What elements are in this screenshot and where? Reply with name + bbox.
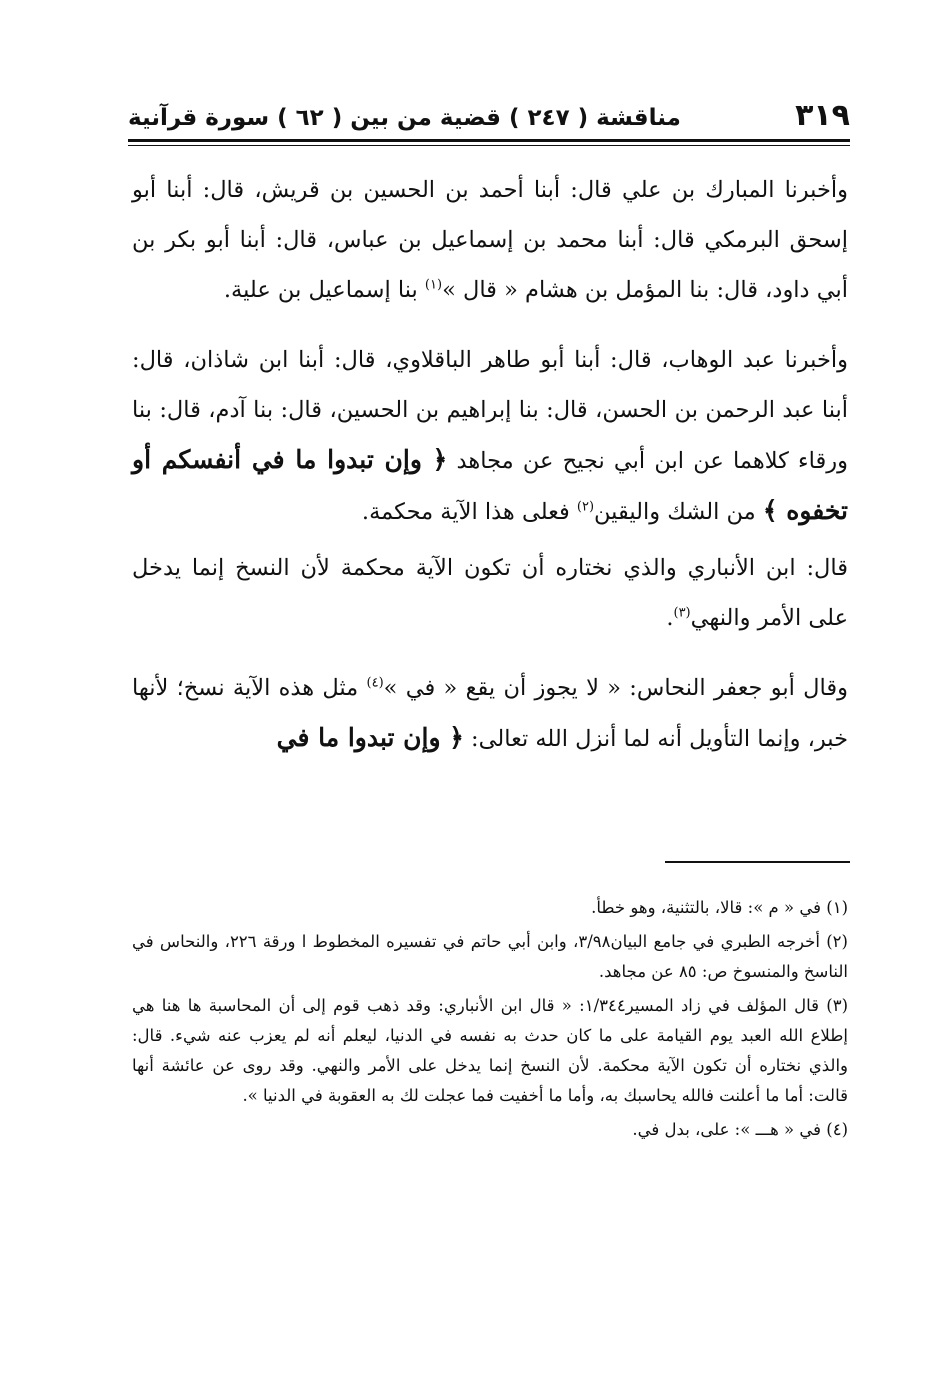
paragraph-4-text-b: مثل هذه الآية نسخ؛ لأنها خبر، وإنما التأويل أنه لما أنزل الله تعالى: xyxy=(132,675,848,752)
paragraph-1 xyxy=(132,165,848,315)
footnote-2: (٢) أخرجه الطبري في جامع البيان٣/٩٨، وابن أبي حاتم في تفسيره المخطوط ا ورقة ٢٢٦، والنحاس في الناسخ والمنسوخ ص: ٨٥ عن مجاهد. xyxy=(132,932,848,981)
paragraph-2-text-c: فعلى هذا الآية محكمة. xyxy=(361,499,577,525)
paragraph-2 xyxy=(132,335,848,537)
paragraph-3-end: . xyxy=(666,605,674,631)
footnote-ref-2: (٢) xyxy=(576,499,595,515)
quran-verse: ﴿ وإن تبدوا ما في أنفسكم أو تخفوه ﴾ xyxy=(132,445,848,525)
paragraph-4-text: وقال أبو جعفر النحاس: « لا يجوز أن يقع « في » xyxy=(383,675,848,701)
paragraph-2-text: وأخبرنا عبد الوهاب، قال: أبنا أبو طاهر الباقلاوي، قال: أبنا ابن شاذان، قال: أبنا عبد الرحمن بن الحسن، قال: بنا إبراهيم بن الحسين، قال: بنا آدم، قال: بنا ورقاء كلاهما عن ابن أبي نجيح عن مجاهد xyxy=(132,347,848,474)
footnote-ref-3: (٣) xyxy=(673,605,691,621)
header-rule-thick xyxy=(128,139,850,142)
page-number: ٣١٩ xyxy=(795,98,850,133)
footnote-4: (٤) في « هـــ »: على، بدل في. xyxy=(632,1120,848,1139)
paragraph-3-text: قال: ابن الأنباري والذي نختاره أن تكون الآية محكمة لأن النسخ إنما يدخل على الأمر والنهي xyxy=(132,555,848,631)
footnote-ref-1: (١) xyxy=(424,277,443,293)
footnote-separator xyxy=(665,861,850,863)
quran-verse-2: ﴿ وإن تبدوا ما في xyxy=(276,723,464,752)
page-header xyxy=(128,96,850,138)
paragraph-1-text: وأخبرنا المبارك بن علي قال: أبنا أحمد بن الحسين بن قريش، قال: أبنا أبو إسحق البرمكي قال: أبنا محمد بن إسماعيل بن عباس، قال: أبنا أبو بكر بن أبي داود، قال: بنا المؤمل بن هشام « قال » xyxy=(132,177,848,303)
paragraph-4 xyxy=(132,663,848,764)
paragraph-1-end: بنا إسماعيل بن علية. xyxy=(223,277,425,303)
footnote-ref-4: (٤) xyxy=(366,675,384,691)
running-title: مناقشة ( ٢٤٧ ) قضية من بين ( ٦٢ ) سورة قرآنية xyxy=(128,105,681,131)
footnotes xyxy=(132,893,848,1145)
footnote-1: (١) في « م »: قالا، بالتثنية، وهو خطأ. xyxy=(591,898,848,917)
main-text xyxy=(132,165,848,764)
paragraph-3 xyxy=(132,543,848,643)
header-rule-thin xyxy=(128,145,850,146)
footnote-3: (٣) قال المؤلف في زاد المسير١/٣٤٤: « قال ابن الأنباري: وقد ذهب قوم إلى أن المحاسبة ها هنا هي إطلاع الله العبد يوم القيامة على ما كان حدث به نفسه في الدنيا، ليعلم أنه لم يعزب عنه شيء. قال: والذي نختاره أن تكون الآية محكمة. لأن النسخ إنما يدخل على الأمر والنهي. وقد روى عن عائشة أنها قالت: أما ما أعلنت فالله يحاسبك به، وأما ما أخفيت فما عجلت لك به العقوبة في الدنيا ». xyxy=(132,996,849,1105)
paragraph-2-text-b: من الشك واليقين xyxy=(594,499,763,525)
